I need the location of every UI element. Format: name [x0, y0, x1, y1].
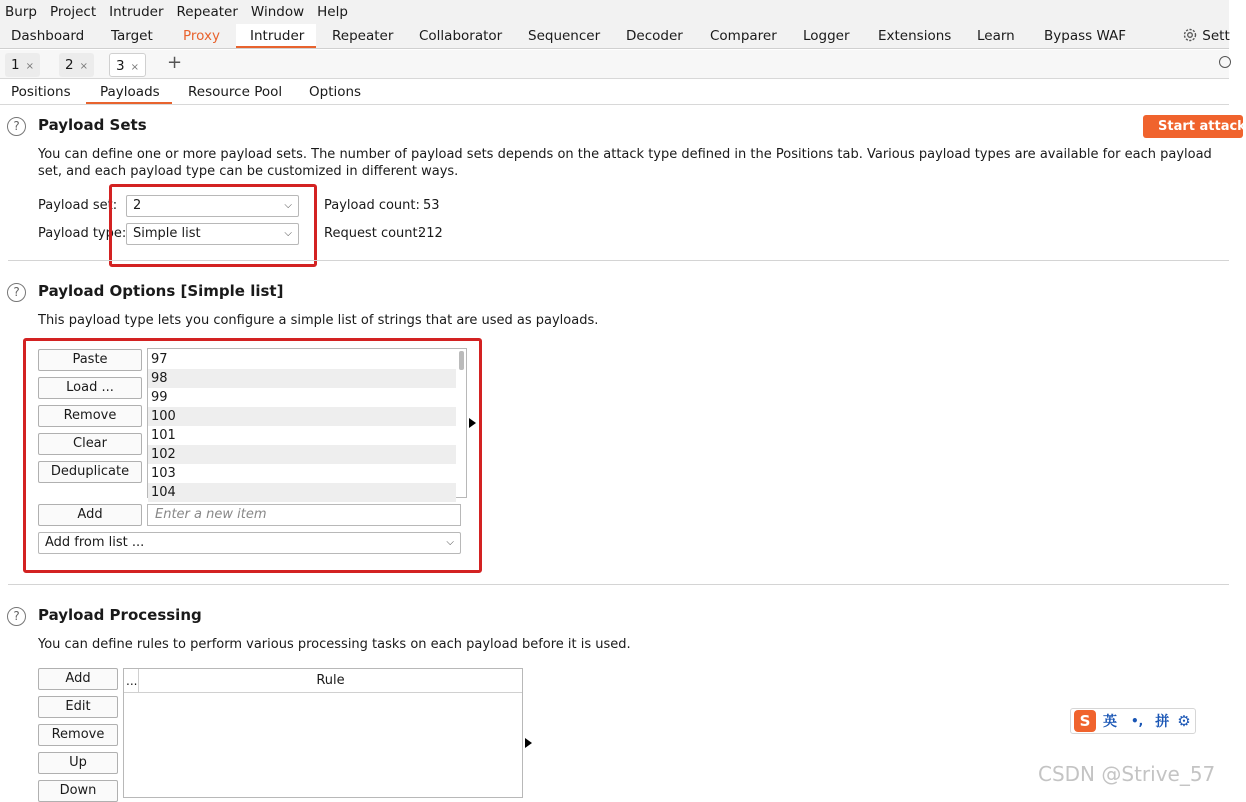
- payload-processing-title: Payload Processing: [38, 606, 202, 624]
- column-header-rule[interactable]: Rule: [316, 673, 345, 688]
- list-item[interactable]: 97: [151, 352, 168, 367]
- request-tab-label: 3: [116, 58, 125, 74]
- menu-intruder[interactable]: Intruder: [109, 4, 164, 20]
- settings-label: Sett: [1202, 28, 1230, 44]
- payload-processing-description: You can define rules to perform various processing tasks on each payload before it is used.: [38, 637, 631, 652]
- clear-button[interactable]: Clear: [38, 433, 142, 455]
- add-item-button[interactable]: Add: [38, 504, 142, 526]
- list-item[interactable]: 102: [148, 445, 456, 464]
- close-icon[interactable]: ×: [79, 61, 88, 72]
- rule-table-header: [124, 669, 522, 693]
- payload-count-value: 53: [423, 198, 440, 213]
- payload-type-label: Payload type:: [38, 226, 127, 241]
- remove-rule-button[interactable]: Remove: [38, 724, 118, 746]
- expand-arrow-icon[interactable]: [525, 738, 532, 748]
- request-tab-3[interactable]: [109, 53, 146, 77]
- add-tab-icon[interactable]: +: [167, 52, 183, 73]
- tab-target[interactable]: Target: [111, 28, 153, 44]
- tab-repeater[interactable]: Repeater: [332, 28, 394, 44]
- new-item-input[interactable]: Enter a new item: [147, 504, 461, 526]
- payload-options-title: Payload Options [Simple list]: [38, 282, 284, 300]
- help-icon[interactable]: ?: [7, 607, 26, 626]
- tab-positions[interactable]: Positions: [11, 84, 71, 100]
- tab-dashboard[interactable]: Dashboard: [11, 28, 85, 44]
- tab-resource-pool[interactable]: Resource Pool: [188, 84, 283, 100]
- intruder-sub-tabs: [0, 80, 1229, 105]
- list-item[interactable]: 103: [151, 466, 176, 481]
- payload-options-description: This payload type lets you configure a simple list of strings that are used as payloads.: [38, 313, 599, 328]
- request-count-value: 212: [418, 226, 443, 241]
- load-button[interactable]: Load ...: [38, 377, 142, 399]
- payload-count-label: Payload count:: [324, 198, 420, 213]
- tab-bypass-waf[interactable]: Bypass WAF: [1044, 28, 1127, 44]
- ime-toolbar[interactable]: [1070, 708, 1196, 734]
- tab-collaborator[interactable]: Collaborator: [419, 28, 503, 44]
- start-attack-button[interactable]: Start attack: [1143, 115, 1243, 138]
- payload-set-label: Payload set:: [38, 198, 118, 213]
- edit-rule-button[interactable]: Edit: [38, 696, 118, 718]
- add-from-list-label: Add from list ...: [45, 535, 145, 550]
- deduplicate-button[interactable]: Deduplicate: [38, 461, 142, 483]
- tab-learn[interactable]: Learn: [977, 28, 1015, 44]
- tab-options[interactable]: Options: [309, 84, 362, 100]
- list-item[interactable]: 101: [151, 428, 176, 443]
- payload-set-value: 2: [133, 198, 142, 213]
- menu-burp[interactable]: Burp: [5, 4, 37, 20]
- gear-icon[interactable]: ⚙: [1177, 712, 1191, 730]
- tab-decoder[interactable]: Decoder: [626, 28, 683, 44]
- payload-type-value: Simple list: [133, 226, 201, 241]
- divider: [8, 260, 1229, 261]
- tab-payloads[interactable]: Payloads: [86, 80, 172, 104]
- help-icon[interactable]: ?: [7, 117, 26, 136]
- sogou-logo-icon: S: [1074, 710, 1096, 732]
- add-rule-button[interactable]: Add: [38, 668, 118, 690]
- settings-button[interactable]: [1182, 24, 1230, 48]
- menu-repeater[interactable]: Repeater: [176, 4, 238, 20]
- down-rule-button[interactable]: Down: [38, 780, 118, 802]
- request-count-label: Request count:: [324, 226, 422, 241]
- tab-proxy[interactable]: Proxy: [183, 28, 220, 44]
- request-tab-label: 2: [65, 57, 74, 73]
- request-tab-bar: [0, 50, 1229, 79]
- remove-button[interactable]: Remove: [38, 405, 142, 427]
- highlight-box: [109, 184, 317, 267]
- request-tab-2[interactable]: [59, 53, 94, 77]
- tab-intruder[interactable]: Intruder: [236, 24, 316, 48]
- menu-help[interactable]: Help: [317, 4, 348, 20]
- tab-logger[interactable]: Logger: [803, 28, 850, 44]
- column-header-ellipsis[interactable]: ...: [124, 669, 139, 693]
- up-rule-button[interactable]: Up: [38, 752, 118, 774]
- tab-comparer[interactable]: Comparer: [710, 28, 777, 44]
- list-item[interactable]: 100: [148, 407, 456, 426]
- chevron-down-icon: ⌵: [446, 537, 454, 548]
- menu-window[interactable]: Window: [250, 4, 305, 20]
- payload-sets-title: Payload Sets: [38, 116, 147, 134]
- close-icon[interactable]: ×: [130, 62, 139, 73]
- tool-tab-bar: [0, 24, 1229, 49]
- help-icon[interactable]: ?: [7, 283, 26, 302]
- divider: [8, 584, 1229, 585]
- highlight-box: [23, 338, 482, 573]
- gear-icon: [1182, 27, 1198, 43]
- chevron-down-icon: ⌵: [284, 200, 292, 211]
- tab-extensions[interactable]: Extensions: [878, 28, 952, 44]
- list-item[interactable]: 104: [148, 483, 456, 502]
- payload-sets-description: You can define one or more payload sets. The number of payload sets depends on the attack type defined in the Positions tab. Various payload types are available for each payload set, and each payload type can be customized in different ways.: [38, 147, 1212, 179]
- watermark: CSDN @Strive_57: [1038, 762, 1216, 786]
- close-icon[interactable]: ×: [25, 61, 34, 72]
- menu-bar: [0, 0, 1229, 24]
- ime-mode[interactable]: 英: [1103, 714, 1117, 730]
- search-icon[interactable]: [1219, 56, 1231, 68]
- request-tab-label: 1: [11, 57, 20, 73]
- list-item[interactable]: 99: [151, 390, 168, 405]
- ime-punctuation[interactable]: •,: [1131, 714, 1144, 728]
- tab-sequencer[interactable]: Sequencer: [528, 28, 601, 44]
- chevron-down-icon: ⌵: [284, 228, 292, 239]
- ime-pinyin[interactable]: 拼: [1155, 714, 1170, 730]
- request-tab-1[interactable]: [5, 53, 40, 77]
- list-item[interactable]: 98: [148, 369, 456, 388]
- rule-table[interactable]: [123, 668, 523, 798]
- paste-button[interactable]: Paste: [38, 349, 142, 371]
- menu-project[interactable]: Project: [49, 4, 97, 20]
